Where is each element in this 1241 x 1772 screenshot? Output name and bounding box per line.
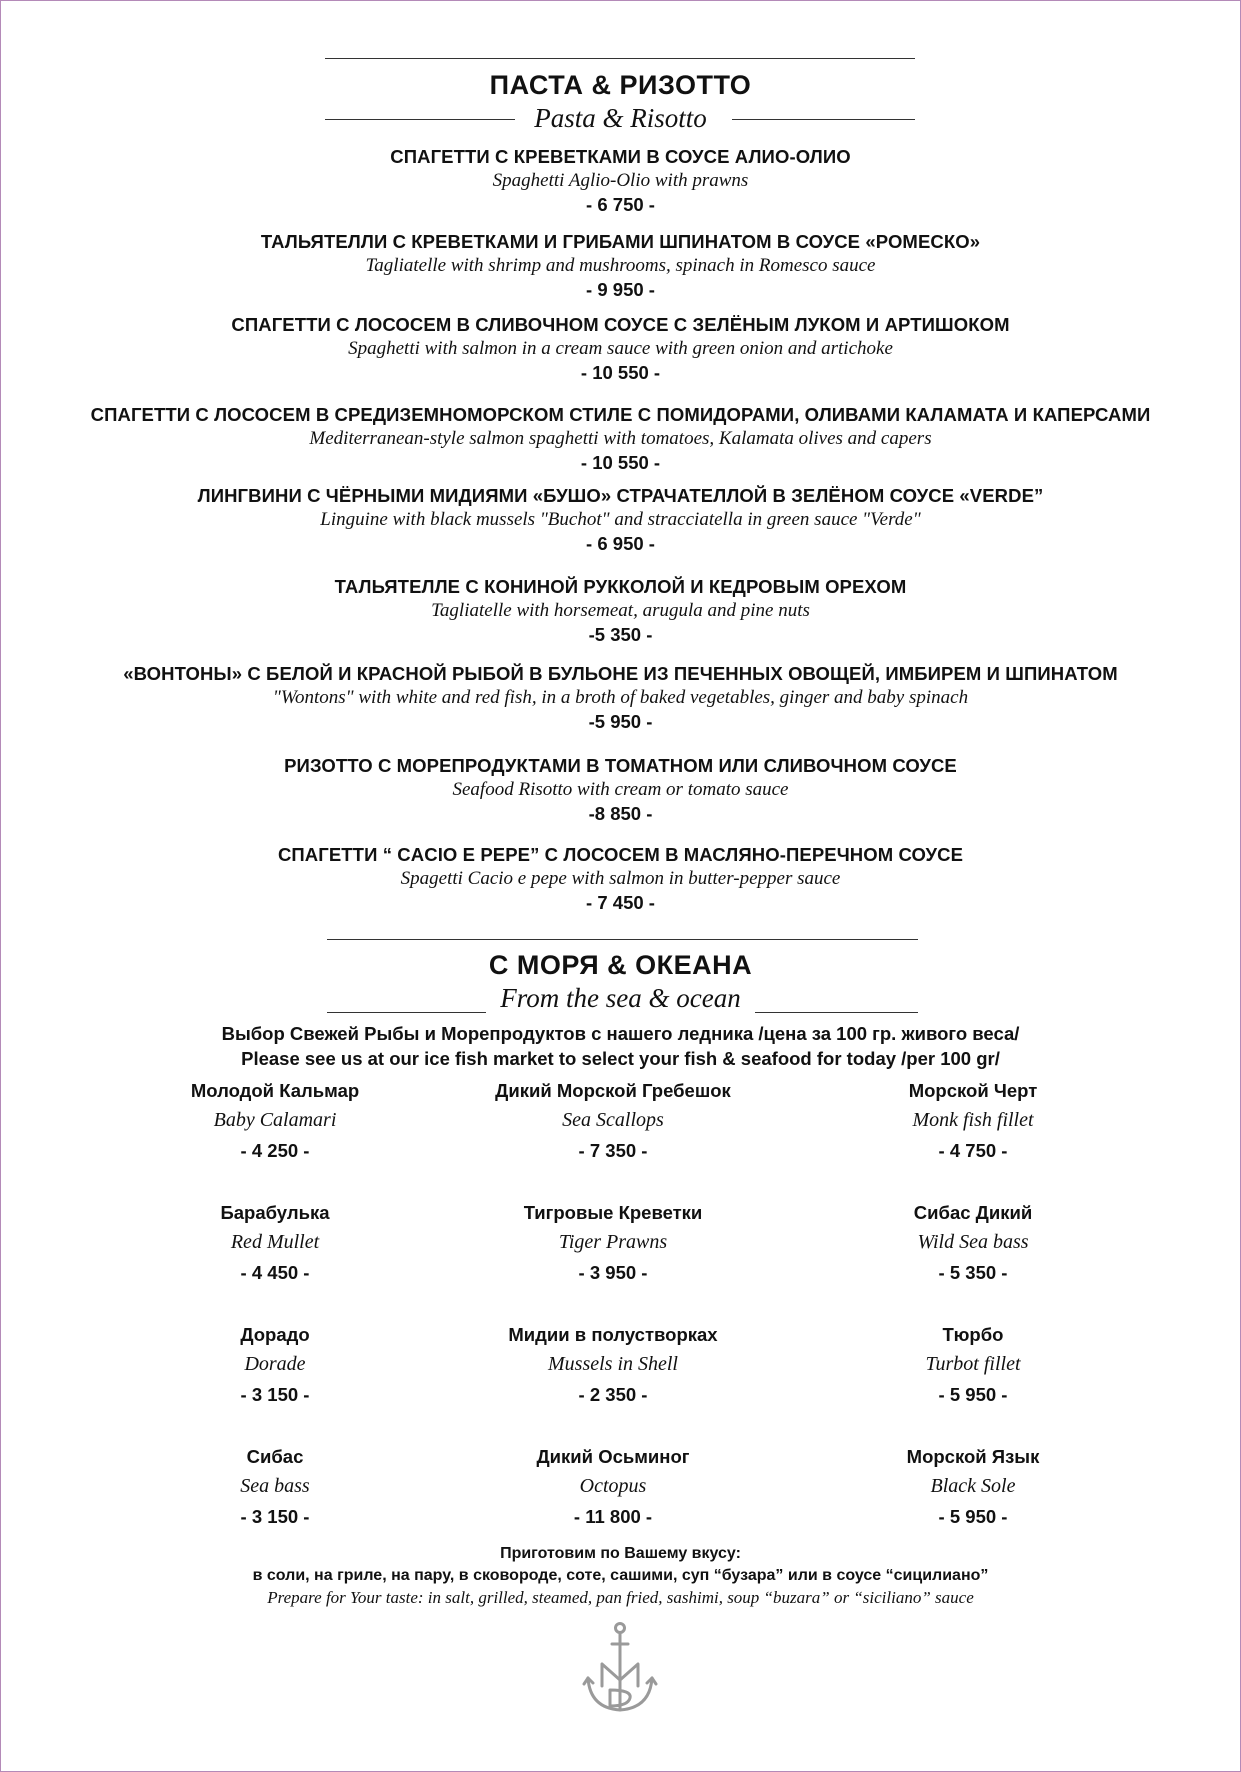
ice-market-note-ru: Выбор Свежей Рыбы и Морепродуктов с нашего ледника /цена за 100 гр. живого веса/	[221, 1023, 1020, 1044]
dish-name-ru: ЛИНГВИНИ С ЧЁРНЫМИ МИДИЯМИ «БУШО» СТРАЧАТЕЛЛОЙ В ЗЕЛЁНОМ СОУСЕ «VERDE”	[197, 485, 1044, 506]
fish-name-ru: Морской Черт	[908, 1080, 1038, 1101]
menu-item	[0, 754, 1241, 826]
dish-name-en: Tagliatelle with horsemeat, arugula and pine nuts	[431, 600, 810, 621]
fish-item	[463, 1322, 763, 1410]
section-subtitle-sea	[0, 983, 1241, 1014]
preparation-note	[0, 1543, 1241, 1609]
fish-name-en: Octopus	[579, 1475, 647, 1497]
menu-item	[0, 484, 1241, 556]
dish-name-en: Spaghetti with salmon in a cream sauce with green onion and artichoke	[348, 338, 893, 359]
fish-price: - 3 150 -	[240, 1384, 310, 1405]
fish-price: - 7 350 -	[578, 1140, 648, 1161]
dish-name-ru: СПАГЕТТИ С ЛОСОСЕМ В СРЕДИЗЕМНОМОРСКОМ СТИЛЕ С ПОМИДОРАМИ, ОЛИВАМИ КАЛАМАТА И КАПЕРСАМИ	[90, 404, 1151, 425]
dish-name-ru: СПАГЕТТИ “ CACIO E PEPE” С ЛОСОСЕМ В МАСЛЯНО-ПЕРЕЧНОМ СОУСЕ	[277, 844, 964, 865]
ice-market-note-en: Please see us at our ice fish market to select your fish & seafood for today /per 100 gr/	[241, 1048, 1000, 1069]
fish-item	[823, 1200, 1123, 1288]
dish-name-en: Seafood Risotto with cream or tomato sauce	[452, 779, 789, 800]
fish-price: - 3 150 -	[240, 1506, 310, 1527]
sea-top-rule	[327, 939, 918, 940]
dish-name-en: Spagetti Cacio e pepe with salmon in butter-pepper sauce	[400, 868, 841, 889]
dish-name-en: Spaghetti Aglio-Olio with prawns	[492, 170, 749, 191]
dish-name-ru: ТАЛЬЯТЕЛЛИ С КРЕВЕТКАМИ И ГРИБАМИ ШПИНАТОМ В СОУСЕ «РОМЕСКО»	[260, 231, 981, 252]
dish-price: - 6 750 -	[586, 194, 655, 215]
fish-item	[823, 1444, 1123, 1532]
fish-name-en: Baby Calamari	[213, 1109, 337, 1131]
fish-name-ru: Сибас	[246, 1446, 304, 1467]
dish-name-ru: ТАЛЬЯТЕЛЛЕ С КОНИНОЙ РУККОЛОЙ И КЕДРОВЫМ ОРЕХОМ	[334, 576, 907, 597]
menu-item	[0, 843, 1241, 915]
fish-name-en: Sea bass	[240, 1475, 310, 1497]
fish-price: - 5 950 -	[938, 1506, 1008, 1527]
dish-name-ru: «ВОНТОНЫ» С БЕЛОЙ И КРАСНОЙ РЫБОЙ В БУЛЬОНЕ ИЗ ПЕЧЕННЫХ ОВОЩЕЙ, ИМБИРЕМ И ШПИНАТОМ	[123, 663, 1118, 684]
section-title-pasta: ПАСТА & РИЗОТТО	[489, 70, 752, 100]
dish-price: - 10 550 -	[580, 452, 661, 473]
dish-name-en: "Wontons" with white and red fish, in a broth of baked vegetables, ginger and baby spinach	[272, 687, 969, 708]
fish-price: - 11 800 -	[573, 1506, 653, 1527]
dish-price: - 7 450 -	[586, 892, 655, 913]
fish-name-ru: Тигровые Креветки	[523, 1202, 703, 1223]
section-subtitle-pasta	[0, 103, 1241, 134]
dish-name-ru: СПАГЕТТИ С ЛОСОСЕМ В СЛИВОЧНОМ СОУСЕ С ЗЕЛЁНЫМ ЛУКОМ И АРТИШОКОМ	[231, 314, 1010, 335]
fish-name-en: Mussels in Shell	[548, 1353, 678, 1375]
dish-name-en: Mediterranean-style salmon spaghetti with tomatoes, Kalamata olives and capers	[309, 428, 932, 449]
fish-name-ru: Дорадо	[240, 1324, 310, 1345]
fish-name-en: Tiger Prawns	[558, 1231, 668, 1253]
dish-price: -8 850 -	[588, 803, 653, 824]
dish-price: - 6 950 -	[586, 533, 655, 554]
subtitle-text: Pasta & Risotto	[520, 103, 721, 133]
fish-name-en: Wild Sea bass	[917, 1231, 1029, 1253]
fish-item	[125, 1200, 425, 1288]
dish-price: -5 350 -	[588, 624, 653, 645]
dish-name-ru: РИЗОТТО С МОРЕПРОДУКТАМИ В ТОМАТНОМ ИЛИ СЛИВОЧНОМ СОУСЕ	[284, 755, 957, 776]
fish-item	[125, 1078, 425, 1166]
dish-name-en: Linguine with black mussels "Buchot" and stracciatella in green sauce "Verde"	[320, 509, 921, 530]
top-rule	[325, 58, 915, 59]
fish-name-en: Dorade	[244, 1353, 306, 1375]
fish-item	[125, 1322, 425, 1410]
anchor-monogram-icon	[580, 1620, 660, 1720]
fish-name-ru: Мидии в полустворках	[508, 1324, 718, 1345]
fish-price: - 5 350 -	[938, 1262, 1008, 1283]
fish-name-ru: Сибас Дикий	[913, 1202, 1033, 1223]
fish-price: - 2 350 -	[578, 1384, 648, 1405]
fish-name-ru: Морской Язык	[906, 1446, 1040, 1467]
fish-name-en: Sea Scallops	[562, 1109, 664, 1131]
preparation-methods-ru: в соли, на гриле, на пару, в сковороде, соте, сашими, суп “бузара” или в соусе “сицилиано”	[252, 1567, 989, 1584]
fish-name-en: Monk fish fillet	[912, 1109, 1034, 1131]
dish-price: -5 950 -	[588, 711, 653, 732]
fish-price: - 4 250 -	[240, 1140, 310, 1161]
fish-item	[125, 1444, 425, 1532]
fish-item	[463, 1078, 763, 1166]
dish-name-ru: СПАГЕТТИ С КРЕВЕТКАМИ В СОУСЕ АЛИО-ОЛИО	[390, 146, 851, 167]
dish-price: - 10 550 -	[580, 362, 661, 383]
dish-price: - 9 950 -	[586, 279, 655, 300]
subtitle-text: From the sea & ocean	[486, 983, 754, 1013]
fish-item	[823, 1078, 1123, 1166]
fish-item	[463, 1200, 763, 1288]
fish-name-ru: Тюрбо	[942, 1324, 1004, 1345]
fish-name-en: Red Mullet	[230, 1231, 320, 1253]
menu-item	[0, 145, 1241, 217]
fish-price: - 4 750 -	[938, 1140, 1008, 1161]
fish-item	[823, 1322, 1123, 1410]
fish-name-ru: Молодой Кальмар	[190, 1080, 360, 1101]
menu-item	[0, 662, 1241, 734]
fish-name-ru: Барабулька	[220, 1202, 330, 1223]
menu-item	[0, 575, 1241, 647]
preparation-methods-en: Prepare for Your taste: in salt, grilled, steamed, pan fried, sashimi, soup “buzara” or “siciliano” sauce	[267, 1588, 974, 1607]
menu-item	[0, 403, 1241, 475]
menu-item	[0, 230, 1241, 302]
section-title-sea: С МОРЯ & ОКЕАНА	[488, 950, 753, 980]
fish-name-en: Turbot fillet	[925, 1353, 1021, 1375]
fish-price: - 4 450 -	[240, 1262, 310, 1283]
fish-name-ru: Дикий Морской Гребешок	[495, 1080, 731, 1101]
dish-name-en: Tagliatelle with shrimp and mushrooms, spinach in Romesco sauce	[365, 255, 876, 276]
fish-item	[463, 1444, 763, 1532]
fish-price: - 3 950 -	[578, 1262, 648, 1283]
preparation-title: Приготовим по Вашему вкусу:	[500, 1545, 741, 1562]
fish-name-en: Black Sole	[930, 1475, 1016, 1497]
menu-item	[0, 313, 1241, 385]
fish-price: - 5 950 -	[938, 1384, 1008, 1405]
fish-name-ru: Дикий Осьминог	[536, 1446, 690, 1467]
